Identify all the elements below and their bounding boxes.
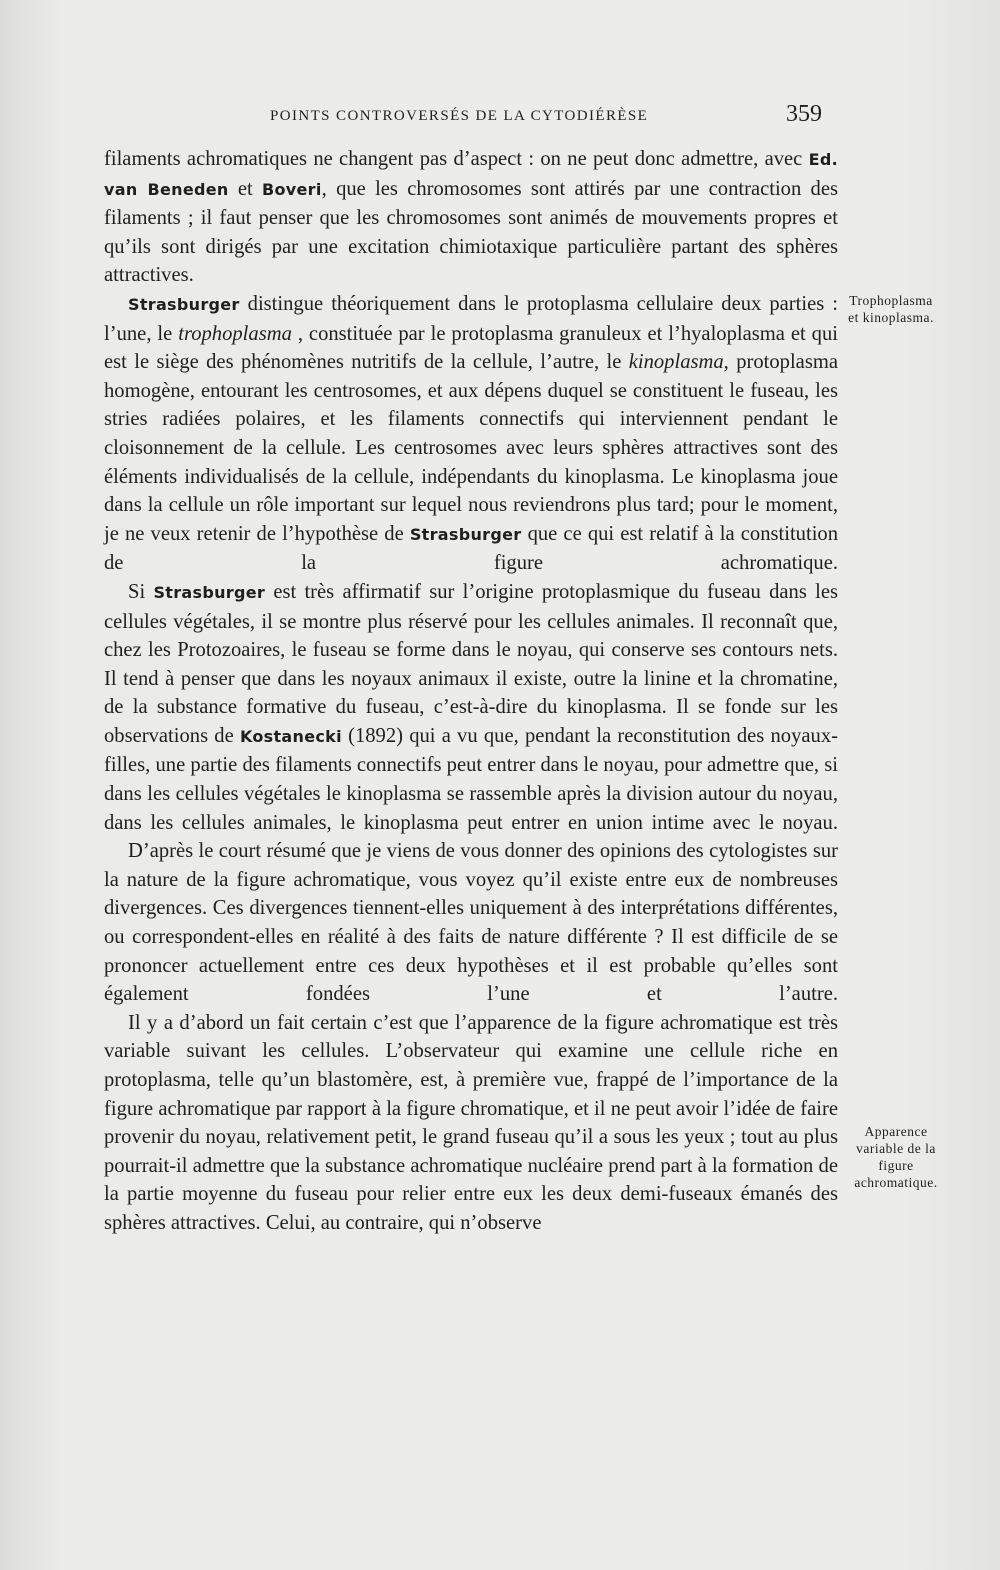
margin-note-line: figure	[878, 1158, 914, 1173]
text-segment: , constituée par le protoplasma granuleux et l’hyaloplasma et qui est le siège des phénomènes nutritifs de la cellule, l’autre, le	[104, 322, 838, 374]
margin-note-line: Trophoplasma	[849, 293, 933, 308]
margin-note-line: variable de la	[856, 1141, 936, 1156]
paragraph-2	[104, 290, 838, 578]
text-segment: est très affirmatif sur l’origine protoplasmique du fuseau dans les cellules végétales, il se montre plus réservé pour les cellules animales. Il reconnaît que, chez les Protozoaires, le fuseau se forme dans le noyau, qui conserve ses contours nets. Il tend à penser que dans les noyaux animaux il existe, outre la linine et la chromatine, de la substance formative du fuseau, c’est-à-dire du kinoplasma. Il se fonde sur les observations de	[104, 580, 838, 747]
margin-note-line: Apparence	[864, 1124, 928, 1139]
margin-note-trophoplasma	[836, 292, 946, 326]
author-name: Boveri	[262, 179, 322, 199]
author-name: Strasburger	[409, 524, 522, 544]
text-segment: Si	[128, 580, 154, 603]
text-segment: , que les chromosomes sont attirés par une contraction des filaments ; il faut penser que les chromosomes sont animés de mouvements propres et qu’ils sont dirigés par une excitation chimiotaxique particulière partant des sphères attractives.	[104, 177, 838, 287]
paragraph-4	[104, 837, 838, 1009]
paragraph-5	[104, 1009, 838, 1238]
margin-note-line: et kinoplasma.	[848, 310, 934, 325]
author-name: Ed. van Beneden	[104, 150, 838, 199]
text-segment: Il y a d’abord un fait certain c’est que l’apparence de la figure achromatique est très variable suivant les cellules. L’observateur qui examine une cellule riche en protoplasma, telle qu’un blastomère, est, à première vue, frappé de l’importance de la figure achromatique par rapport à la figure chromatique, et il ne peut avoir l’idée de faire provenir du noyau, relativement petit, le grand fuseau qu’il a sous les yeux ; tout au plus pourrait-il admettre que la substance achromatique nucléaire prend part à la formation de la partie moyenne du fuseau pour relier entre eux les deux demi-fuseaux émanés des sphères attractives. Celui, au contraire, qui n’observe	[104, 1011, 838, 1234]
text-segment: que ce qui est relatif à la constitution de la figure achromatique.	[104, 522, 839, 575]
author-name: Strasburger	[153, 582, 266, 602]
text-segment: D’après le court résumé que je viens de vous donner des opinions des cytologistes sur la nature de la figure achromatique, vous voyez qu’il existe entre eux de nombreuses divergences. Ces divergences tiennent-elles uniquement à des interprétations différentes, ou correspondent-elles en réalité à des faits de nature différente ? Il est difficile de se prononcer actuellement entre ces deux hypothèses et il est probable qu’elles sont également fondées l’une et l’autre.	[104, 840, 838, 1006]
author-name: Kostanecki	[239, 726, 342, 746]
italic-term: trophoplasma	[178, 322, 292, 345]
author-name: Strasburger	[128, 294, 240, 314]
running-title: POINTS CONTROVERSÉS DE LA CYTODIÉRÈSE	[270, 108, 649, 124]
text-segment: protoplasma homogène, entourant les centrosomes, et aux dépens duquel se constituent le fuseau, les stries radiées polaires, et les filaments connectifs qui interviennent pendant le cloisonnement de la cellule. Les centrosomes avec leurs sphères attractives sont des éléments individualisés de la cellule, indépendants du kinoplasma. Le kinoplasma joue dans la cellule un rôle important sur lequel nous reviendrons plus tard; pour le moment, je ne veux retenir de l’hypothèse de	[104, 351, 838, 545]
body-text	[104, 145, 838, 1238]
text-segment: (1892) qui a vu que, pendant la reconstitution des noyaux-filles, une partie des filaments connectifs peut entrer dans le noyau, pour admettre que, si dans les cellules végétales le kinoplasma se rassemble après la division autour du noyau, dans les cellules animales, le kinoplasma peut entrer en union intime avec le noyau.	[104, 724, 838, 834]
italic-term: kinoplasma,	[628, 351, 729, 374]
paragraph-3	[104, 578, 838, 837]
text-segment: et	[228, 177, 262, 200]
text-segment: filaments achromatiques ne changent pas d’aspect : on ne peut donc admettre, avec	[104, 148, 809, 170]
margin-note-apparence	[840, 1123, 952, 1191]
page-number: 359	[786, 101, 822, 127]
paragraph-1	[104, 145, 838, 290]
text-segment: distingue théoriquement dans le protoplasma cellulaire deux parties : l’une, le	[104, 292, 838, 345]
margin-note-line: achromatique.	[854, 1175, 938, 1190]
